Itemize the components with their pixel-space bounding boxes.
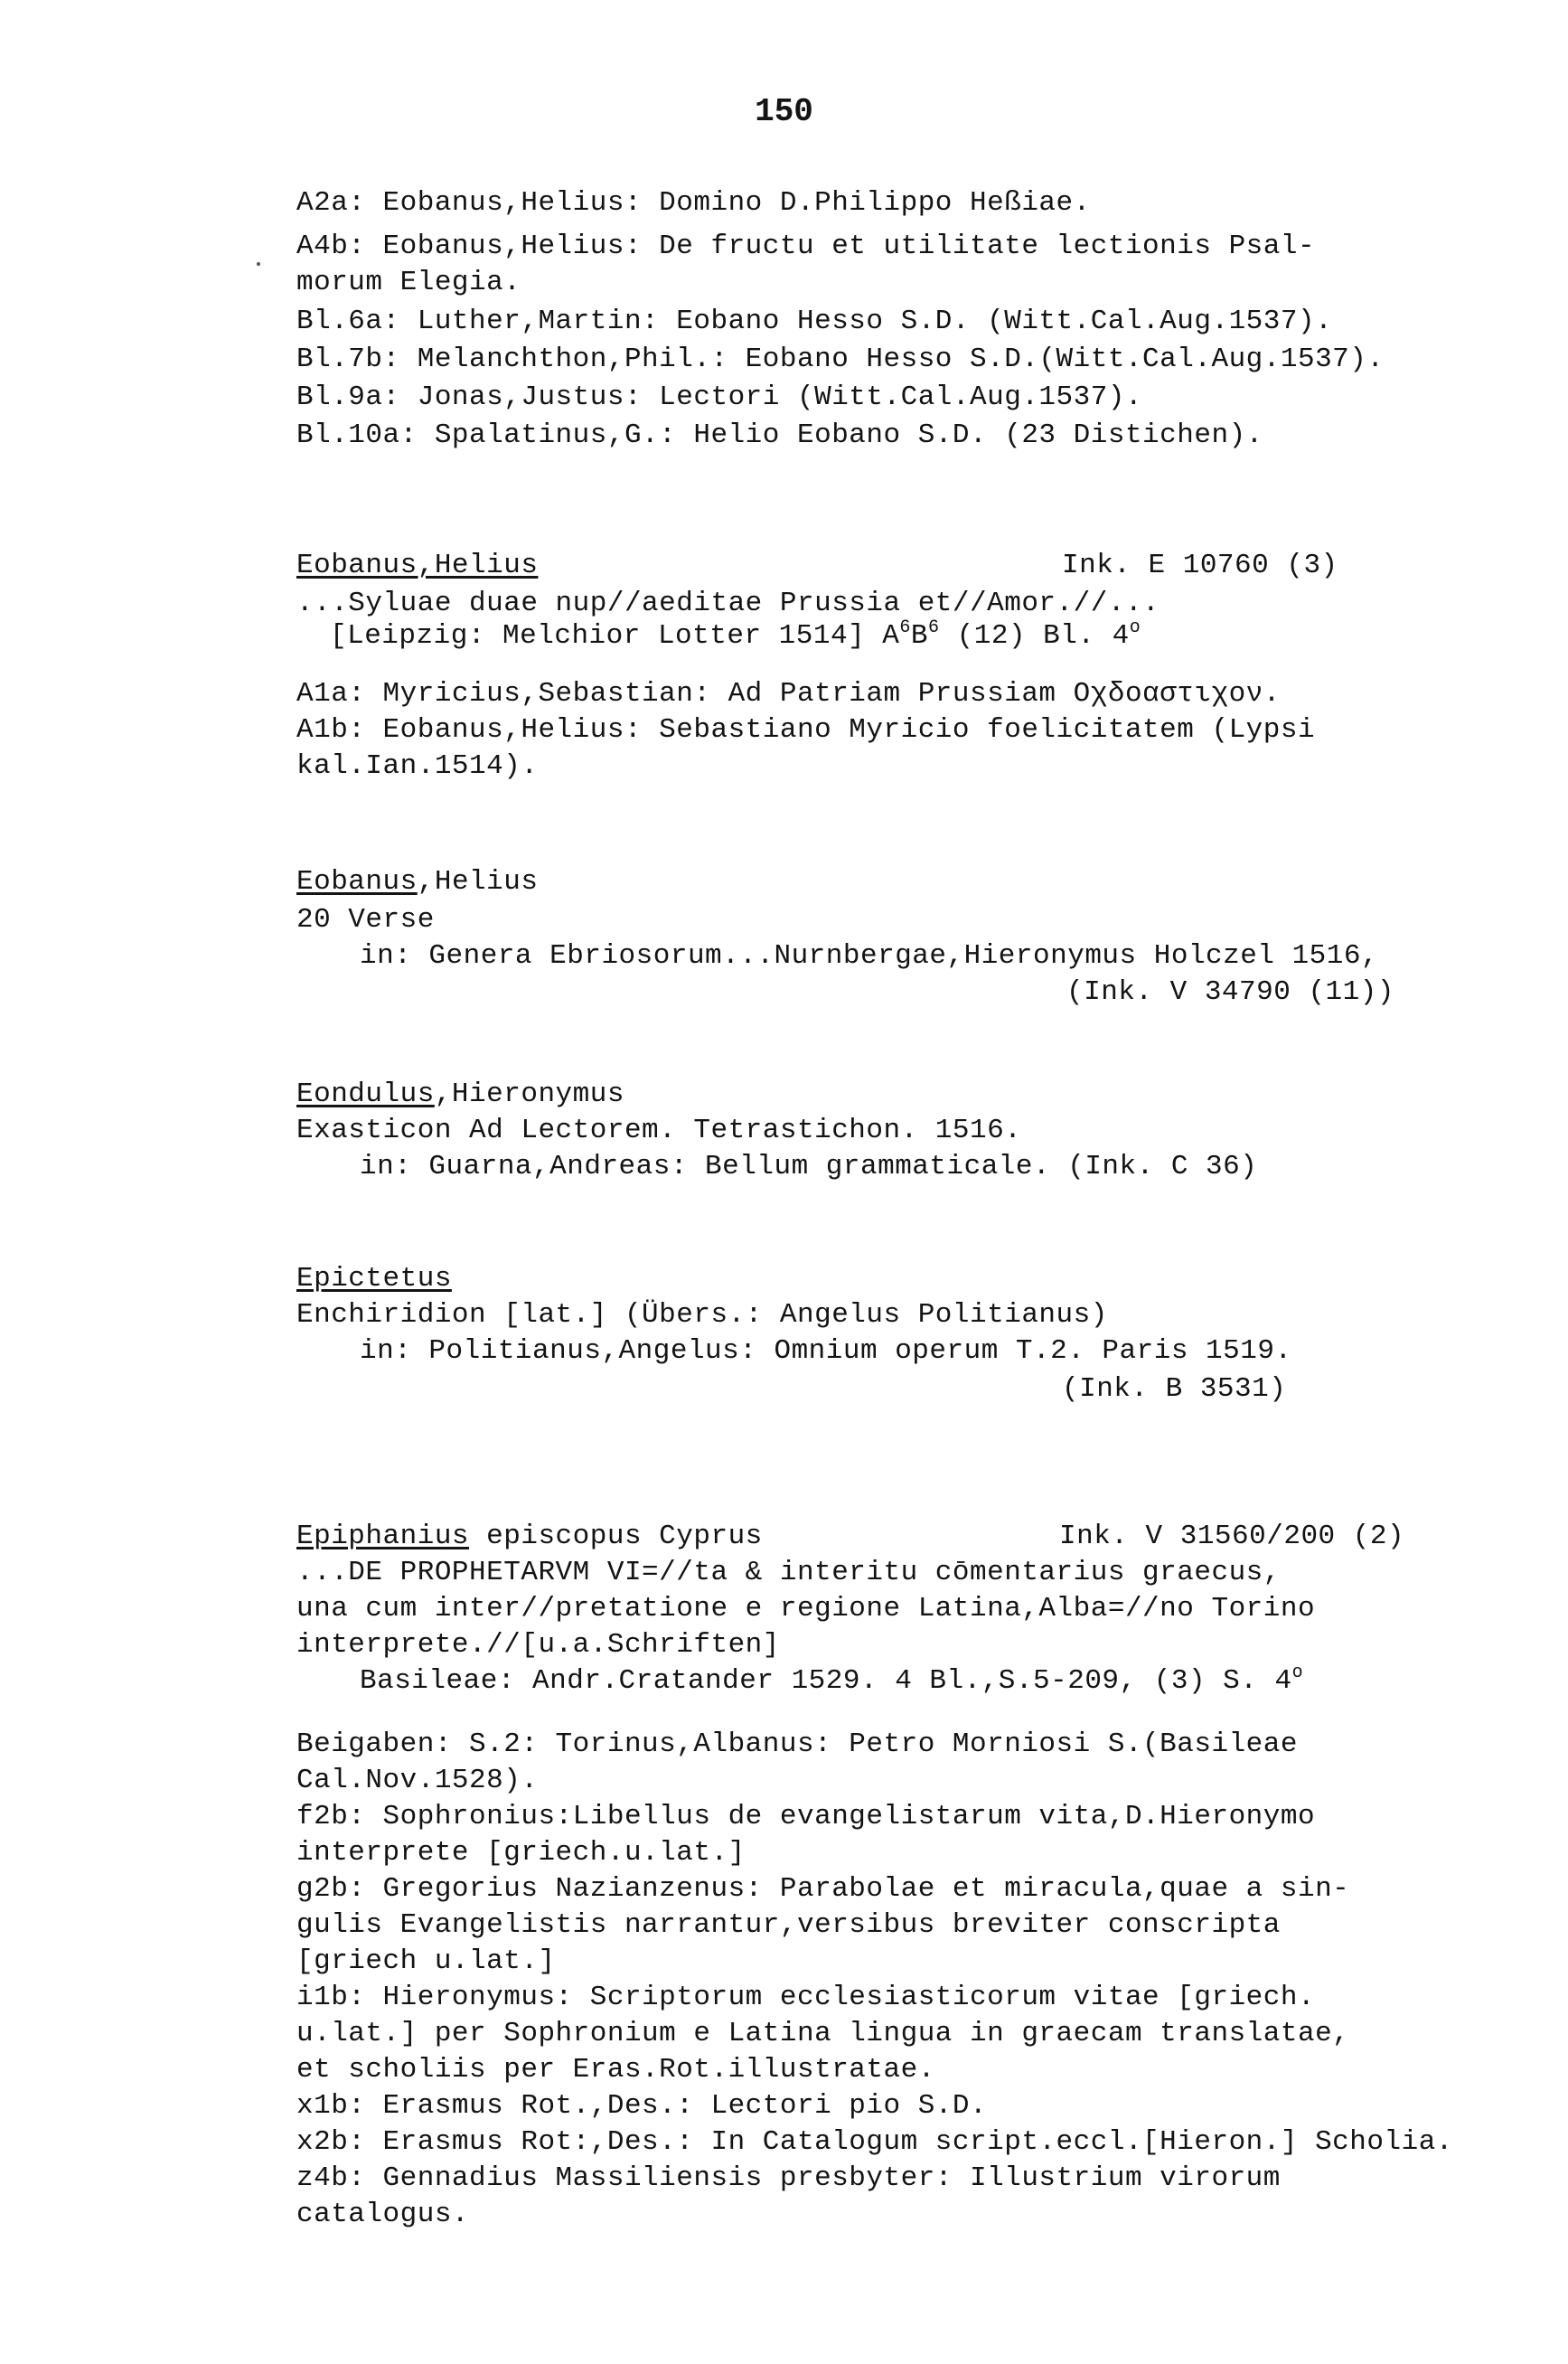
beigaben-line: g2b: Gregorius Nazianzenus: Parabolae et miracula,quae a sin- [296, 1873, 1350, 1905]
entry-title: una cum inter//pretatione e regione Latina,Alba=//no Torino [296, 1593, 1316, 1625]
entry-author: Eondulus,Hieronymus [296, 1078, 624, 1110]
content-line: Bl.6a: Luther,Martin: Eobano Hesso S.D. (Witt.Cal.Aug.1537). [296, 306, 1333, 337]
content-line: 20 Verse [296, 904, 435, 936]
content-line: A1a: Myricius,Sebastian: Ad Patriam Prussiam Οχδοαστιχον. [296, 678, 1281, 710]
entry-title: interprete.//[u.a.Schriften] [296, 1629, 780, 1661]
beigaben-line: gulis Evangelistis narrantur,versibus breviter conscripta [296, 1909, 1281, 1941]
inventory-number: (Ink. B 3531) [1062, 1373, 1287, 1405]
content-line: Exasticon Ad Lectorem. Tetrastichon. 1516. [296, 1115, 1022, 1146]
content-line: Bl.7b: Melanchthon,Phil.: Eobano Hesso S.D.(Witt.Cal.Aug.1537). [296, 344, 1385, 375]
content-line: A4b: Eobanus,Helius: De fructu et utilitate lectionis Psal- [296, 231, 1316, 262]
content-line: kal.Ian.1514). [296, 750, 539, 782]
entry-title: ...DE PROPHETARVM VI=//ta & interitu cōmentarius graecus, [296, 1557, 1281, 1588]
entry-imprint: Basileae: Andr.Cratander 1529. 4 Bl.,S.5-209, (3) S. 4$^o$ [360, 1662, 1304, 1697]
content-line: in: Genera Ebriosorum...Nurnbergae,Hieronymus Holczel 1516, [360, 940, 1379, 972]
entry-author: Eobanus,Helius [296, 550, 539, 581]
beigaben-line: et scholiis per Eras.Rot.illustratae. [296, 2054, 935, 2086]
entry-author: Epiphanius episcopus Cyprus [296, 1521, 763, 1552]
content-line: in: Politianus,Angelus: Omnium operum T.2. Paris 1519. [360, 1335, 1292, 1367]
content-line: A2a: Eobanus,Helius: Domino D.Philippo Heßiae. [296, 187, 1091, 219]
entry-author: Eobanus,Helius [296, 866, 539, 898]
beigaben-line: Cal.Nov.1528). [296, 1765, 539, 1796]
content-line: A1b: Eobanus,Helius: Sebastiano Myricio foelicitatem (Lypsi [296, 714, 1316, 746]
scan-speck [257, 262, 260, 266]
content-line: Bl.9a: Jonas,Justus: Lectori (Witt.Cal.Aug.1537). [296, 381, 1143, 413]
entry-imprint: [Leipzig: Melchior Lotter 1514] $A^6B^6$ (12) Bl. 4$^o$ [330, 617, 1141, 652]
entry-title: ...Syluae duae nup//aeditae Prussia et//Amor.//... [296, 588, 1160, 619]
content-line: in: Guarna,Andreas: Bellum grammaticale. (Ink. C 36) [360, 1151, 1258, 1182]
content-line: Bl.10a: Spalatinus,G.: Helio Eobano S.D. (23 Distichen). [296, 419, 1263, 451]
page-number: 150 [755, 93, 813, 130]
beigaben-line: f2b: Sophronius:Libellus de evangelistarum vita,D.Hieronymo [296, 1801, 1316, 1832]
beigaben-line: u.lat.] per Sophronium e Latina lingua in graecam translatae, [296, 2018, 1350, 2049]
inventory-number: Ink. V 31560/200 (2) [1059, 1521, 1405, 1552]
beigaben-line: x2b: Erasmus Rot:,Des.: In Catalogum script.eccl.[Hieron.] Scholia. [296, 2126, 1453, 2158]
entry-author: Epictetus [296, 1263, 452, 1295]
beigaben-line: catalogus. [296, 2199, 470, 2230]
beigaben-line: x1b: Erasmus Rot.,Des.: Lectori pio S.D. [296, 2090, 988, 2122]
inventory-number: Ink. E 10760 (3) [1062, 550, 1338, 581]
beigaben-line: interprete [griech.u.lat.] [296, 1837, 746, 1869]
beigaben-line: Beigaben: S.2: Torinus,Albanus: Petro Morniosi S.(Basileae [296, 1728, 1298, 1760]
beigaben-line: i1b: Hieronymus: Scriptorum ecclesiasticorum vitae [griech. [296, 1982, 1316, 2013]
inventory-number: (Ink. V 34790 (11)) [1066, 976, 1394, 1008]
beigaben-line: z4b: Gennadius Massiliensis presbyter: Illustrium virorum [296, 2162, 1281, 2194]
content-line: morum Elegia. [296, 267, 521, 298]
content-line: Enchiridion [lat.] (Übers.: Angelus Politianus) [296, 1299, 1108, 1331]
beigaben-line: [griech u.lat.] [296, 1945, 556, 1977]
